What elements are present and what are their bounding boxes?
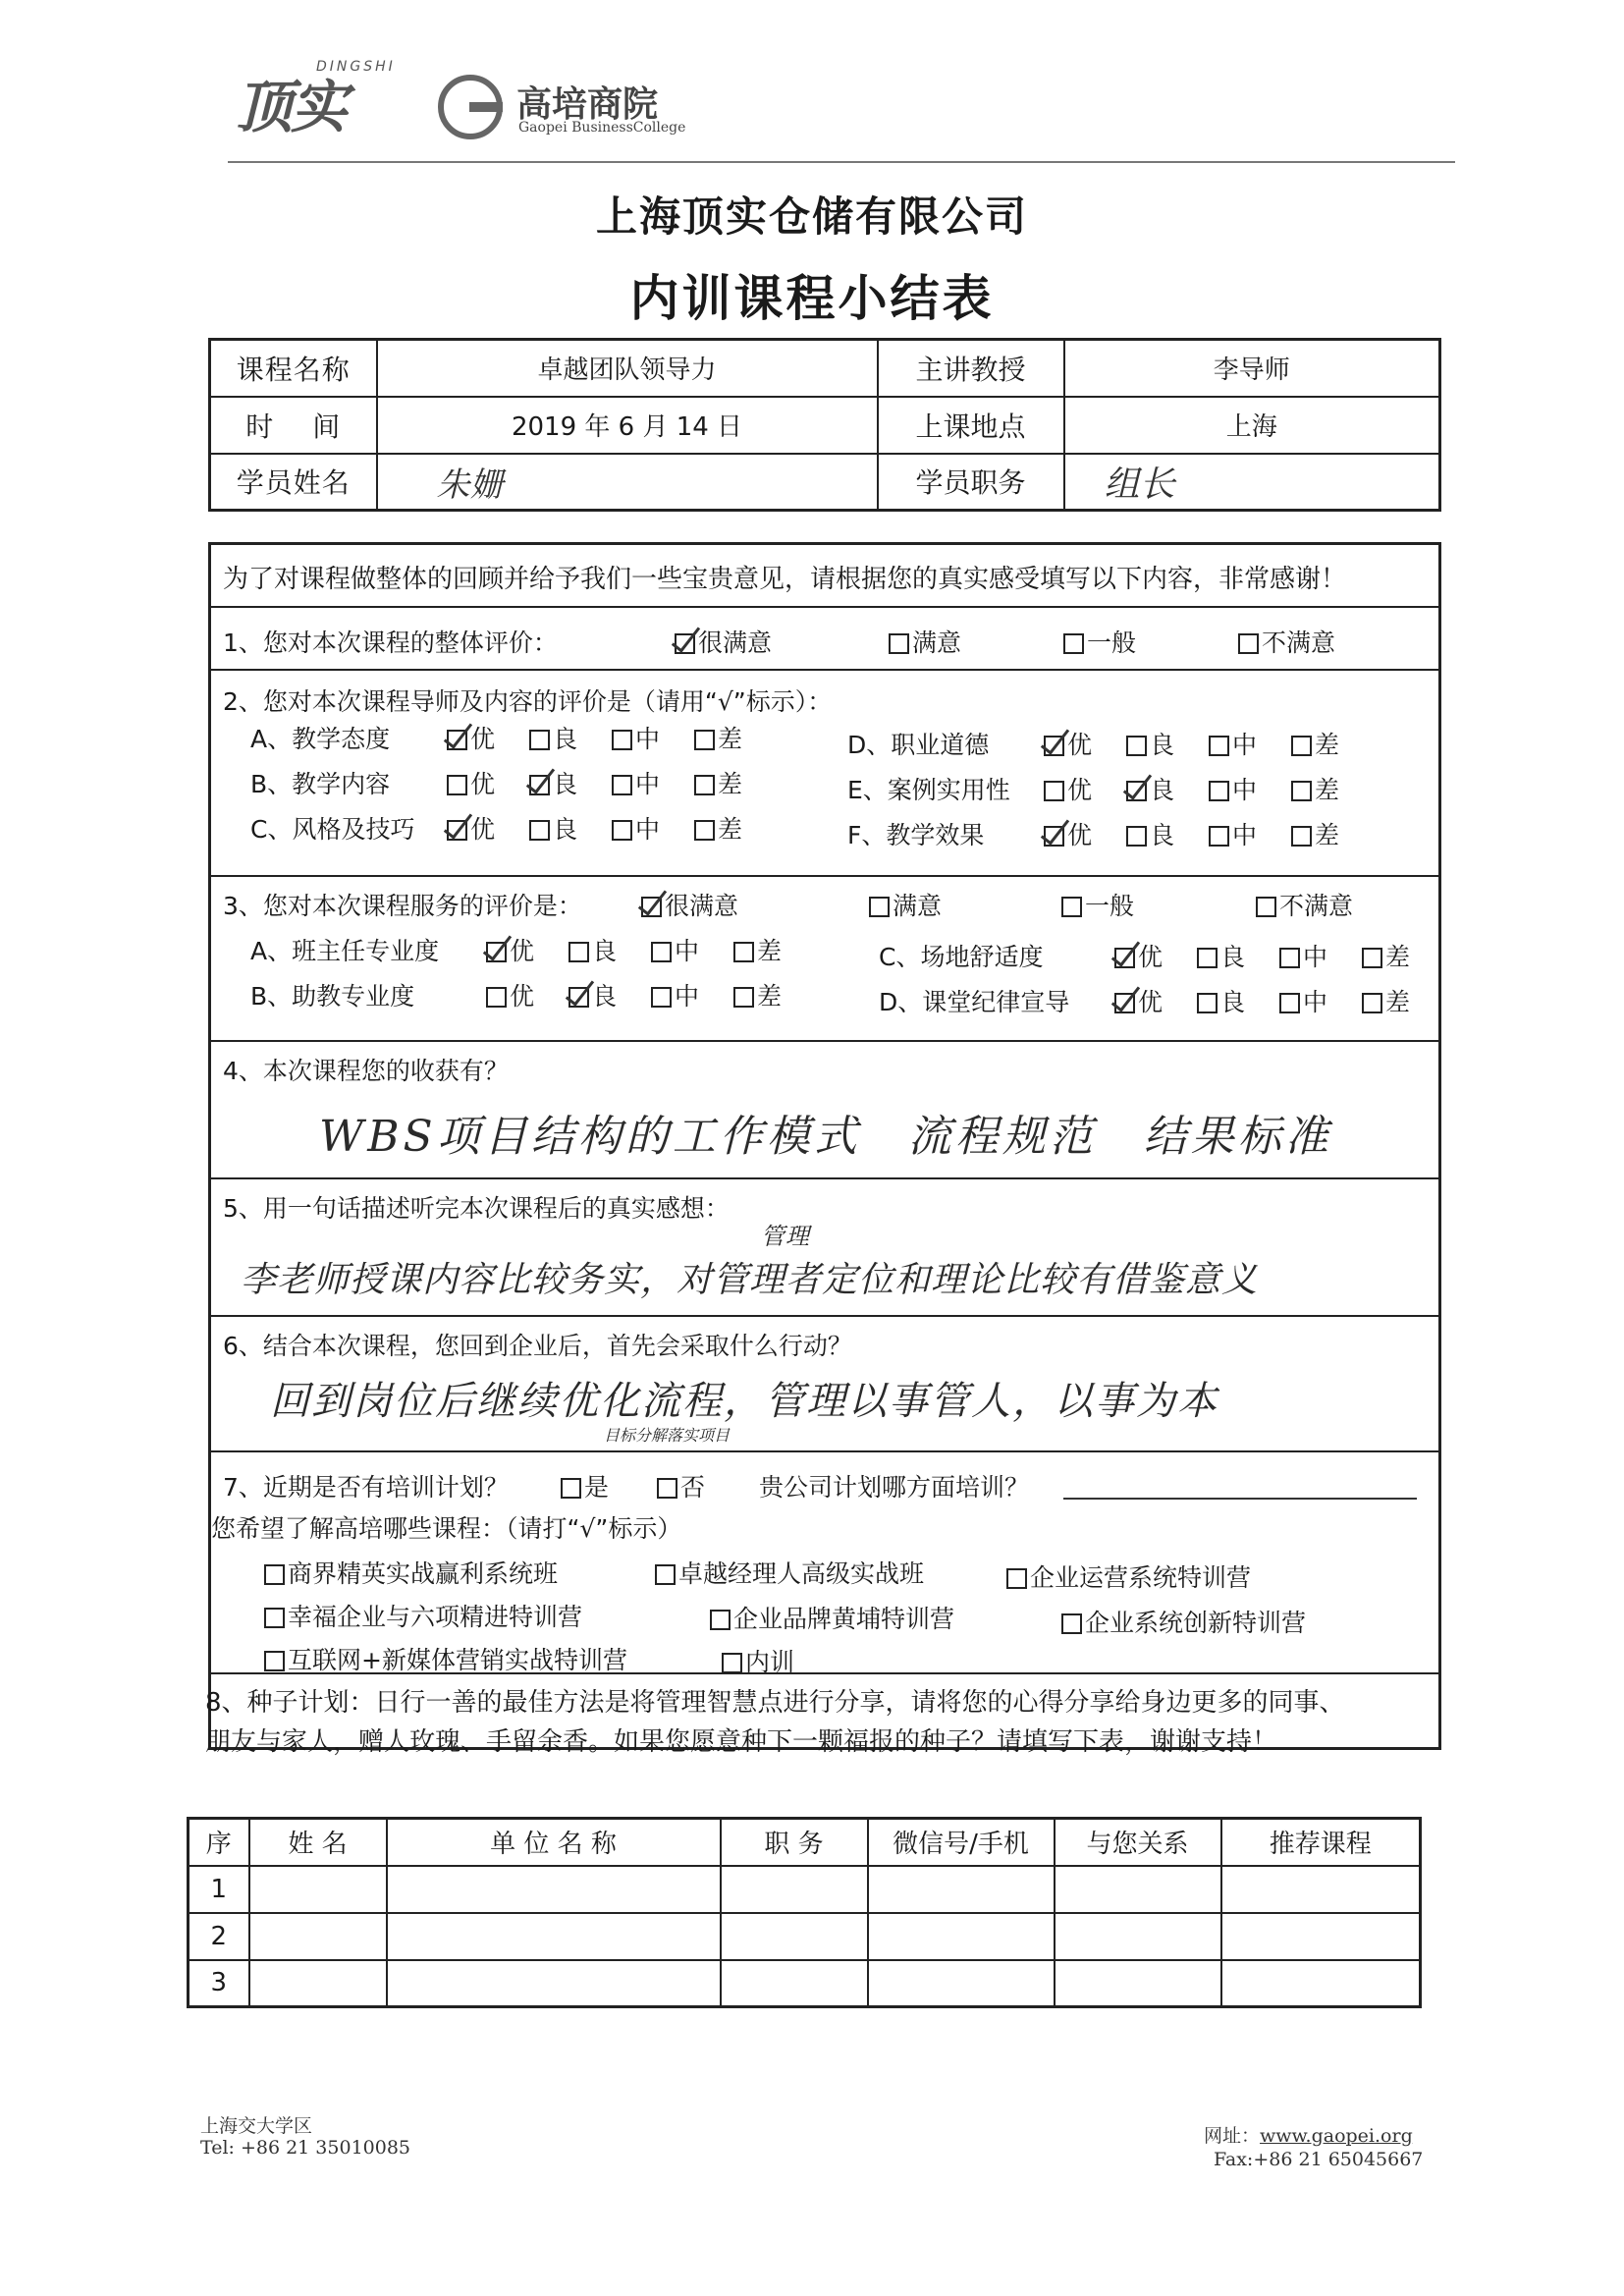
position-value[interactable]: 组长	[1064, 454, 1440, 511]
rating-option[interactable]	[694, 765, 777, 800]
rating-option[interactable]	[1044, 771, 1126, 806]
course-option-label: 企业运营系统特训营	[1030, 1563, 1252, 1592]
checkbox-icon[interactable]	[612, 730, 632, 750]
footer-tel: Tel: +86 21 35010085	[200, 2137, 411, 2159]
checkbox-icon[interactable]	[1291, 781, 1312, 801]
rating-option[interactable]	[612, 765, 694, 800]
checkbox-icon[interactable]	[1209, 826, 1229, 847]
seed-plan-table	[187, 1817, 1422, 2008]
seed-row-index: 3	[189, 1960, 249, 2007]
survey-intro: 为了对课程做整体的回顾并给予我们一些宝贵意见，请根据您的真实感受填写以下内容，非常感谢！	[223, 565, 1347, 594]
rating-grade-label: 良	[553, 725, 578, 753]
course-option-label: 内训	[745, 1648, 795, 1676]
rating-item-label: F、教学效果	[847, 821, 985, 849]
footer-website-link[interactable]: www.gaopei.org	[1260, 2125, 1413, 2147]
checkbox-icon[interactable]	[1197, 993, 1218, 1013]
checkbox-checked-icon[interactable]	[486, 942, 507, 962]
course-option[interactable]	[264, 1555, 558, 1590]
checkbox-icon[interactable]	[264, 1608, 285, 1628]
rating-grade-label: 差	[718, 725, 743, 753]
dingshi-logo-sub: DINGSHI	[316, 59, 396, 75]
form-title: 内训课程小结表	[629, 270, 995, 327]
rating-grade-label: 中	[635, 725, 661, 753]
course-option-label: 企业系统创新特训营	[1085, 1609, 1307, 1637]
seed-cell[interactable]	[249, 1960, 387, 2007]
checkbox-icon[interactable]	[651, 987, 672, 1008]
rating-row	[879, 983, 1444, 1018]
course-info-table	[208, 338, 1441, 512]
rating-grade-label: 中	[1232, 731, 1258, 759]
rating-row	[250, 765, 777, 800]
q7-plan-line[interactable]	[1063, 1498, 1417, 1500]
rating-option[interactable]	[1291, 771, 1374, 806]
seed-cell[interactable]	[1055, 1866, 1221, 1913]
course-option[interactable]	[264, 1598, 582, 1633]
rating-grade-label: 差	[1385, 988, 1411, 1016]
checkbox-checked-icon[interactable]	[447, 730, 467, 750]
checkbox-checked-icon[interactable]	[447, 820, 467, 841]
rating-grade-label: 良	[553, 770, 578, 798]
rating-grade-label: 优	[1138, 988, 1164, 1016]
rating-grade-label: 差	[1315, 776, 1340, 804]
rating-item-label: D、课堂纪律宣导	[879, 988, 1070, 1016]
course-option-label: 卓越经理人高级实战班	[678, 1559, 925, 1588]
rating-option[interactable]	[568, 932, 651, 967]
q7-yes[interactable]: 是	[561, 1468, 609, 1503]
seed-cell[interactable]	[1221, 1960, 1421, 2007]
checkbox-icon[interactable]	[447, 775, 467, 795]
checkbox-checked-icon[interactable]	[675, 633, 695, 654]
q6-note: 目标分解落实项目	[604, 1426, 731, 1445]
rating-grade-label: 良	[1150, 821, 1175, 849]
q3-section	[211, 875, 1438, 1040]
checkbox-icon[interactable]	[1209, 736, 1229, 756]
rating-option[interactable]	[694, 720, 777, 755]
checkbox-icon[interactable]	[612, 775, 632, 795]
course-option[interactable]	[710, 1600, 954, 1635]
rating-option[interactable]	[529, 765, 612, 800]
q1-option-3[interactable]: 不满意	[1238, 624, 1335, 659]
checkbox-icon[interactable]	[1209, 781, 1229, 801]
rating-option[interactable]	[612, 810, 694, 846]
checkbox-icon[interactable]	[1061, 1613, 1082, 1634]
checkbox-icon[interactable]	[733, 987, 754, 1008]
seed-col-index: 序	[189, 1819, 249, 1866]
q3-option-2[interactable]: 一般	[1061, 887, 1134, 922]
rating-grade-label: 良	[1150, 776, 1175, 804]
rating-grade-label: 良	[592, 982, 618, 1011]
rating-option[interactable]	[651, 932, 733, 967]
rating-option[interactable]	[1126, 726, 1209, 761]
rating-item-label: C、场地舒适度	[879, 943, 1044, 971]
rating-grade-label: 中	[1232, 776, 1258, 804]
rating-item-label: E、案例实用性	[847, 776, 1010, 804]
rating-grade-label: 差	[718, 815, 743, 844]
q7-plan-label: 贵公司计划哪方面培训？	[759, 1473, 1030, 1502]
checkbox-icon[interactable]	[1362, 948, 1382, 968]
rating-grade-label: 良	[1220, 943, 1246, 971]
course-option-label: 幸福企业与六项精进特训营	[288, 1603, 583, 1631]
q5-section	[211, 1177, 1438, 1315]
checkbox-icon[interactable]	[529, 730, 550, 750]
rating-option[interactable]	[1197, 983, 1279, 1018]
checkbox-icon[interactable]	[1238, 633, 1259, 654]
seed-cell[interactable]	[721, 1913, 868, 1960]
checkbox-icon[interactable]	[1256, 897, 1276, 917]
q5-answer[interactable]: 李老师授课内容比较务实，对管理者定位和理论比较有借鉴意义	[241, 1260, 1259, 1300]
course-name-value[interactable]: 卓越团队领导力	[377, 340, 878, 397]
gaopei-logo-en: Gaopei BusinessCollege	[518, 120, 686, 136]
rating-grade-label: 优	[1067, 776, 1093, 804]
q8-line1: 8、种子计划：日行一善的最佳方法是将管理智慧点进行分享，请将您的心得分享给身边更多的同事、	[205, 1688, 1345, 1718]
checkbox-icon[interactable]	[694, 730, 715, 750]
checkbox-icon[interactable]	[1006, 1568, 1027, 1589]
rating-option[interactable]	[486, 932, 568, 967]
q1-section	[211, 606, 1438, 669]
rating-option[interactable]	[529, 810, 612, 846]
rating-option[interactable]	[651, 977, 733, 1012]
q4-label: 4、本次课程您的收获有？	[223, 1057, 509, 1085]
q8-line2: 朋友与家人，赠人玫瑰、手留余香。如果您愿意种下一颗福报的种子？请填写下表，谢谢支持！	[205, 1727, 1278, 1757]
survey-box	[205, 542, 1441, 1757]
dingshi-logo: 顶实	[236, 74, 347, 140]
checkbox-icon[interactable]	[1279, 948, 1300, 968]
course-option-label: 互联网+新媒体营销实战特训营	[288, 1646, 627, 1674]
rating-item-label: A、教学态度	[250, 725, 391, 753]
q2-label: 2、您对本次课程导师及内容的评价是（请用“√”标示）：	[223, 687, 833, 716]
q7-no[interactable]: 否	[657, 1468, 705, 1503]
q7-section	[211, 1450, 1438, 1676]
rating-option[interactable]	[1044, 726, 1126, 761]
checkbox-checked-icon[interactable]	[1126, 781, 1147, 801]
course-option-label: 商界精英实战赢利系统班	[288, 1559, 559, 1588]
seed-cell[interactable]	[1055, 1913, 1221, 1960]
student-name-label: 学员姓名	[210, 454, 377, 511]
rating-row	[250, 810, 777, 846]
checkbox-icon[interactable]	[1044, 781, 1064, 801]
checkbox-icon[interactable]	[733, 942, 754, 962]
rating-grade-label: 优	[510, 982, 535, 1011]
footer-website-label: 网址：	[1204, 2125, 1261, 2147]
checkbox-icon[interactable]	[869, 897, 890, 917]
q3-option-0[interactable]: 很满意	[641, 887, 738, 922]
checkbox-icon[interactable]	[1291, 826, 1312, 847]
checkbox-icon[interactable]	[264, 1651, 285, 1671]
checkbox-icon[interactable]	[486, 987, 507, 1008]
q6-answer[interactable]: 回到岗位后继续优化流程，管理以事管人，以事为本	[270, 1379, 1218, 1424]
checkbox-icon[interactable]	[655, 1564, 676, 1585]
checkbox-checked-icon[interactable]	[1044, 736, 1064, 756]
seed-cell[interactable]	[249, 1866, 387, 1913]
q3-label: 3、您对本次课程服务的评价是：	[223, 892, 582, 920]
q3-option-3[interactable]: 不满意	[1256, 887, 1353, 922]
course-option[interactable]	[1006, 1558, 1251, 1594]
rating-option[interactable]	[1209, 726, 1291, 761]
rating-grade-label: 中	[1303, 988, 1328, 1016]
checkbox-checked-icon[interactable]	[529, 775, 550, 795]
checkbox-checked-icon[interactable]	[568, 987, 589, 1008]
rating-option[interactable]	[568, 977, 651, 1012]
rating-grade-label: 良	[1150, 731, 1175, 759]
company-title: 上海顶实仓储有限公司	[595, 192, 1028, 241]
checkbox-icon[interactable]	[1126, 826, 1147, 847]
rating-item-label: D、职业道德	[847, 731, 990, 759]
rating-grade-label: 优	[470, 770, 496, 798]
rating-grade-label: 良	[553, 815, 578, 844]
seed-cell[interactable]	[387, 1913, 721, 1960]
rating-option[interactable]	[447, 765, 529, 800]
checkbox-icon[interactable]	[657, 1478, 677, 1499]
rating-grade-label: 优	[470, 815, 496, 844]
q1-option-2[interactable]: 一般	[1063, 624, 1136, 659]
time-label: 时 间	[210, 397, 377, 454]
course-option-label: 企业品牌黄埔特训营	[733, 1605, 955, 1633]
rating-option[interactable]	[447, 810, 529, 846]
q3-option-1[interactable]: 满意	[869, 887, 942, 922]
place-value[interactable]: 上海	[1064, 397, 1440, 454]
checkbox-icon[interactable]	[529, 820, 550, 841]
checkbox-icon[interactable]	[694, 775, 715, 795]
rating-option[interactable]	[486, 977, 568, 1012]
seed-col-company: 单 位 名 称	[387, 1819, 721, 1866]
course-name-label: 课程名称	[210, 340, 377, 397]
rating-grade-label: 差	[1315, 821, 1340, 849]
rating-option[interactable]	[1126, 816, 1209, 851]
position-label: 学员职务	[878, 454, 1064, 511]
checkbox-checked-icon[interactable]	[1114, 948, 1135, 968]
seed-row-index: 1	[189, 1866, 249, 1913]
footer-fax: Fax:+86 21 65045667	[1214, 2149, 1424, 2170]
seed-row-index: 2	[189, 1913, 249, 1960]
checkbox-checked-icon[interactable]	[641, 897, 662, 917]
rating-item-label: B、助教专业度	[250, 982, 415, 1011]
rating-option[interactable]	[1126, 771, 1209, 806]
seed-col-relation: 与您关系	[1055, 1819, 1221, 1866]
rating-grade-label: 中	[675, 982, 700, 1011]
checkbox-icon[interactable]	[710, 1610, 731, 1630]
table-row	[189, 1913, 1421, 1960]
table-row	[189, 1866, 1421, 1913]
rating-grade-label: 优	[470, 725, 496, 753]
rating-grade-label: 优	[1067, 821, 1093, 849]
rating-grade-label: 优	[510, 937, 535, 965]
rating-option[interactable]	[1291, 726, 1374, 761]
footer-website	[1204, 2121, 1413, 2148]
rating-grade-label: 中	[635, 770, 661, 798]
lecturer-value[interactable]: 李导师	[1064, 340, 1440, 397]
rating-row	[250, 720, 777, 755]
q1-label: 1、您对本次课程的整体评价：	[223, 629, 558, 657]
lecturer-label: 主讲教授	[878, 340, 1064, 397]
rating-item-label: B、教学内容	[250, 770, 391, 798]
rating-row	[250, 932, 816, 967]
seed-cell[interactable]	[1221, 1913, 1421, 1960]
q2-section	[211, 669, 1438, 875]
rating-option[interactable]	[1114, 983, 1197, 1018]
seed-col-course: 推荐课程	[1221, 1819, 1421, 1866]
footer-campus: 上海交大学区	[200, 2115, 313, 2137]
rating-option[interactable]	[1209, 816, 1291, 851]
rating-grade-label: 优	[1138, 943, 1164, 971]
q7-want-label: 您希望了解高培哪些课程：（请打“√”标示）	[211, 1514, 682, 1543]
course-option[interactable]	[1061, 1604, 1306, 1639]
rating-grade-label: 中	[675, 937, 700, 965]
rating-option[interactable]	[1362, 938, 1444, 973]
rating-option[interactable]	[1279, 938, 1362, 973]
q5-insert-note: 管理	[761, 1223, 810, 1250]
rating-grade-label: 中	[635, 815, 661, 844]
seed-col-name: 姓 名	[249, 1819, 387, 1866]
rating-grade-label: 中	[1303, 943, 1328, 971]
q4-section	[211, 1040, 1438, 1177]
rating-option[interactable]	[1279, 983, 1362, 1018]
q1-option-1[interactable]: 满意	[889, 624, 961, 659]
q6-section	[211, 1315, 1438, 1450]
checkbox-icon[interactable]	[1126, 736, 1147, 756]
checkbox-icon[interactable]	[1362, 993, 1382, 1013]
rating-item-label: A、班主任专业度	[250, 937, 440, 965]
rating-grade-label: 中	[1232, 821, 1258, 849]
seed-table-header	[189, 1819, 1421, 1866]
rating-grade-label: 差	[757, 982, 783, 1011]
rating-option[interactable]	[1362, 983, 1444, 1018]
checkbox-checked-icon[interactable]	[1114, 993, 1135, 1013]
rating-option[interactable]	[1044, 816, 1126, 851]
checkbox-icon[interactable]	[1291, 736, 1312, 756]
rating-option[interactable]	[1197, 938, 1279, 973]
rating-grade-label: 差	[1385, 943, 1411, 971]
checkbox-icon[interactable]	[612, 820, 632, 841]
q4-answer[interactable]: WBS项目结构的工作模式 流程规范 结果标准	[319, 1112, 1332, 1162]
rating-grade-label: 差	[1315, 731, 1340, 759]
rating-option[interactable]	[733, 932, 816, 967]
seed-cell[interactable]	[387, 1866, 721, 1913]
seed-cell[interactable]	[868, 1960, 1055, 2007]
rating-grade-label: 良	[592, 937, 618, 965]
q8-section	[205, 1672, 1438, 1757]
rating-option[interactable]	[447, 720, 529, 755]
rating-option[interactable]	[1291, 816, 1374, 851]
checkbox-checked-icon[interactable]	[1044, 826, 1064, 847]
seed-cell[interactable]	[868, 1866, 1055, 1913]
seed-col-position: 职 务	[721, 1819, 868, 1866]
seed-cell[interactable]	[249, 1913, 387, 1960]
rating-row	[847, 771, 1374, 806]
course-option[interactable]	[655, 1555, 924, 1590]
place-label: 上课地点	[878, 397, 1064, 454]
rating-option[interactable]	[529, 720, 612, 755]
header-divider	[228, 161, 1455, 163]
checkbox-icon[interactable]	[568, 942, 589, 962]
rating-grade-label: 差	[718, 770, 743, 798]
checkbox-icon[interactable]	[561, 1478, 581, 1499]
rating-grade-label: 优	[1067, 731, 1093, 759]
rating-option[interactable]	[1114, 938, 1197, 973]
q7-label: 7、近期是否有培训计划？	[223, 1473, 509, 1502]
seed-cell[interactable]	[1221, 1866, 1421, 1913]
seed-col-wechat: 微信号/手机	[868, 1819, 1055, 1866]
rating-row	[250, 977, 816, 1012]
rating-grade-label: 良	[1220, 988, 1246, 1016]
rating-item-label: C、风格及技巧	[250, 815, 415, 844]
time-value[interactable]: 2019 年 6 月 14 日	[377, 397, 878, 454]
seed-cell[interactable]	[721, 1960, 868, 2007]
gaopei-logo-cn: 高培商院	[516, 84, 659, 125]
seed-cell[interactable]	[1055, 1960, 1221, 2007]
checkbox-icon[interactable]	[1061, 897, 1082, 917]
gaopei-logo-icon	[438, 75, 503, 139]
rating-row	[879, 938, 1444, 973]
rating-row	[847, 726, 1374, 761]
checkbox-icon[interactable]	[1279, 993, 1300, 1013]
q5-label: 5、用一句话描述听完本次课程后的真实感想：	[223, 1194, 730, 1223]
course-option[interactable]	[264, 1641, 627, 1676]
rating-row	[847, 816, 1374, 851]
rating-option[interactable]	[612, 720, 694, 755]
checkbox-icon[interactable]	[722, 1653, 742, 1673]
checkbox-icon[interactable]	[1197, 948, 1218, 968]
checkbox-icon[interactable]	[651, 942, 672, 962]
student-name-value[interactable]: 朱姗	[377, 454, 878, 511]
seed-cell[interactable]	[387, 1960, 721, 2007]
rating-option[interactable]	[1209, 771, 1291, 806]
seed-cell[interactable]	[868, 1913, 1055, 1960]
q6-label: 6、结合本次课程，您回到企业后，首先会采取什么行动？	[223, 1332, 852, 1360]
checkbox-icon[interactable]	[264, 1564, 285, 1585]
checkbox-icon[interactable]	[1063, 633, 1084, 654]
checkbox-icon[interactable]	[889, 633, 909, 654]
table-row	[189, 1960, 1421, 2007]
q1-option-0[interactable]: 很满意	[675, 624, 772, 659]
checkbox-icon[interactable]	[694, 820, 715, 841]
rating-grade-label: 差	[757, 937, 783, 965]
rating-option[interactable]	[733, 977, 816, 1012]
rating-option[interactable]	[694, 810, 777, 846]
seed-cell[interactable]	[721, 1866, 868, 1913]
